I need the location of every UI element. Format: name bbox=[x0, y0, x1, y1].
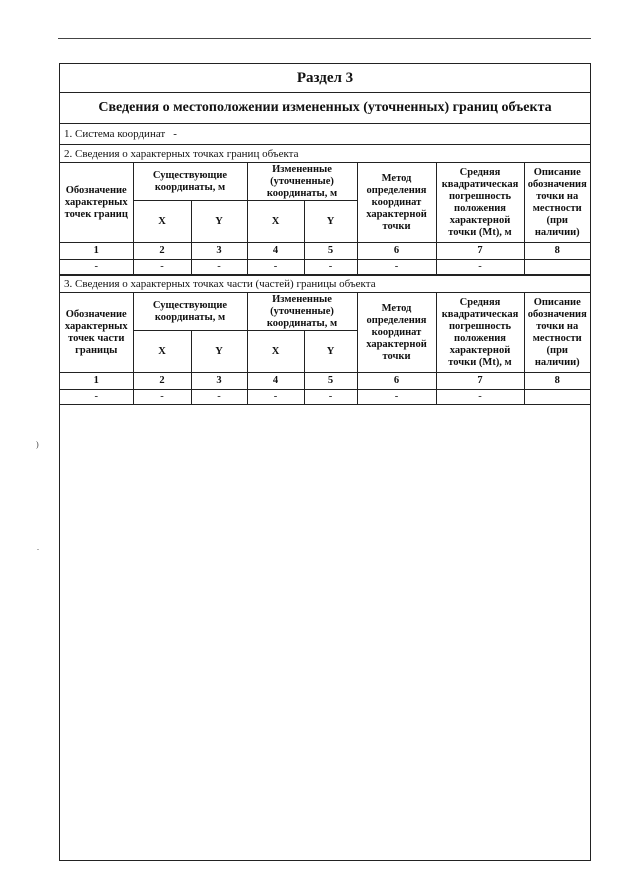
column-numbers-row bbox=[60, 243, 590, 260]
coord-system-label: 1. Система координат bbox=[64, 128, 166, 140]
col-num: 2 bbox=[133, 243, 191, 260]
cell: - bbox=[133, 260, 191, 275]
col-num: 7 bbox=[436, 243, 524, 260]
boundary-points-table bbox=[60, 162, 590, 275]
coord-system-row bbox=[60, 124, 590, 145]
table1-heading: 2. Сведения о характерных точках границ объекта bbox=[64, 147, 299, 160]
col-method: Метод определения координат характерной точки bbox=[357, 293, 436, 373]
section-frame bbox=[59, 63, 591, 861]
col-num: 4 bbox=[247, 373, 304, 390]
col-description: Описание обозначения точки на местности (при наличии) bbox=[524, 163, 590, 243]
col-x-existing: X bbox=[133, 201, 191, 243]
col-num: 8 bbox=[524, 243, 590, 260]
table2-heading: 3. Сведения о характерных точках части (частей) границы объекта bbox=[60, 275, 590, 292]
section-title: Раздел 3 bbox=[60, 64, 590, 93]
col-num: 6 bbox=[357, 373, 436, 390]
table-row bbox=[60, 390, 590, 405]
cell: - bbox=[191, 390, 247, 405]
col-num: 5 bbox=[304, 373, 357, 390]
col-num: 6 bbox=[357, 243, 436, 260]
col-x-existing: X bbox=[133, 331, 191, 373]
col-point-designation: Обозначение характерных точек части границы bbox=[60, 293, 133, 373]
cell: - bbox=[247, 390, 304, 405]
col-method: Метод определения координат характерной точки bbox=[357, 163, 436, 243]
col-num: 1 bbox=[60, 243, 133, 260]
col-accuracy: Средняя квадратическая погрешность положения характерной точки (Mt), м bbox=[436, 163, 524, 243]
col-description: Описание обозначения точки на местности (при наличии) bbox=[524, 293, 590, 373]
cell: - bbox=[304, 260, 357, 275]
col-accuracy: Средняя квадратическая погрешность положения характерной точки (Mt), м bbox=[436, 293, 524, 373]
col-num: 3 bbox=[191, 243, 247, 260]
section-subtitle: Сведения о местоположении измененных (уточненных) границ объекта bbox=[60, 93, 590, 124]
cell: - bbox=[133, 390, 191, 405]
margin-mark: ) bbox=[36, 440, 39, 449]
cell: - bbox=[304, 390, 357, 405]
col-num: 8 bbox=[524, 373, 590, 390]
col-num: 1 bbox=[60, 373, 133, 390]
col-changed-coords: Измененные (уточненные) координаты, м bbox=[247, 293, 357, 331]
col-num: 2 bbox=[133, 373, 191, 390]
cell bbox=[524, 390, 590, 405]
col-point-designation: Обозначение характерных точек границ bbox=[60, 163, 133, 243]
col-changed-coords: Измененные (уточненные) координаты, м bbox=[247, 163, 357, 201]
col-existing-coords: Существующие координаты, м bbox=[133, 293, 247, 331]
col-y-existing: Y bbox=[191, 201, 247, 243]
cell bbox=[524, 260, 590, 275]
cell: - bbox=[436, 390, 524, 405]
col-x-changed: X bbox=[247, 331, 304, 373]
cell: - bbox=[357, 260, 436, 275]
table-row bbox=[60, 260, 590, 275]
column-numbers-row bbox=[60, 373, 590, 390]
col-num: 4 bbox=[247, 243, 304, 260]
cell: - bbox=[60, 390, 133, 405]
margin-mark: . bbox=[37, 543, 39, 552]
col-x-changed: X bbox=[247, 201, 304, 243]
top-rule bbox=[58, 38, 591, 39]
col-num: 7 bbox=[436, 373, 524, 390]
cell: - bbox=[60, 260, 133, 275]
col-y-changed: Y bbox=[304, 331, 357, 373]
coord-system-value: - bbox=[173, 128, 177, 140]
cell: - bbox=[191, 260, 247, 275]
col-existing-coords: Существующие координаты, м bbox=[133, 163, 247, 201]
col-y-changed: Y bbox=[304, 201, 357, 243]
cell: - bbox=[357, 390, 436, 405]
col-y-existing: Y bbox=[191, 331, 247, 373]
cell: - bbox=[247, 260, 304, 275]
col-num: 5 bbox=[304, 243, 357, 260]
cell: - bbox=[436, 260, 524, 275]
part-boundary-points-table bbox=[60, 292, 590, 405]
col-num: 3 bbox=[191, 373, 247, 390]
